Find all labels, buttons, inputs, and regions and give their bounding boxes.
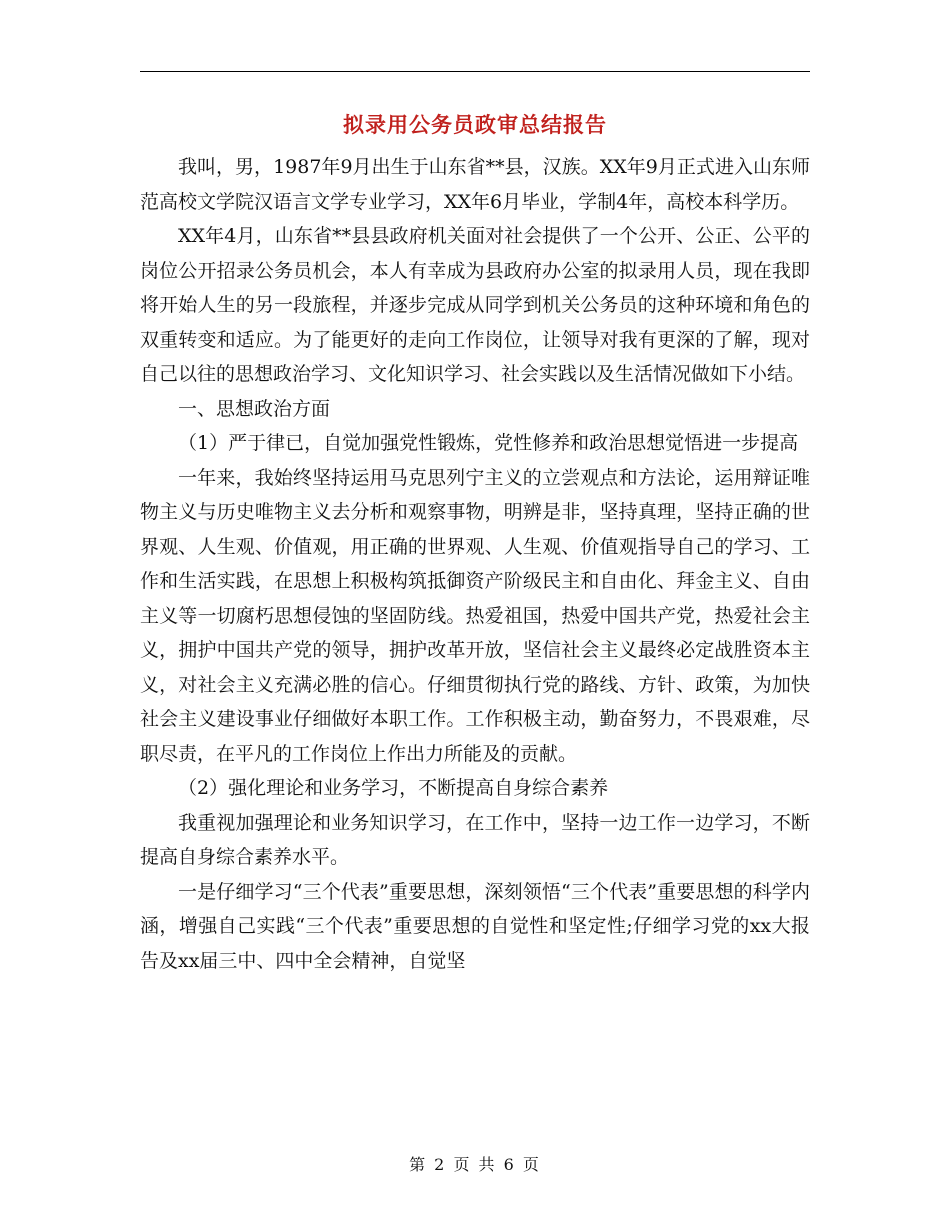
page-number: 第 2 页 共 6 页 [409,1155,541,1174]
paragraph-study: 我重视加强理论和业务知识学习，在工作中，坚持一边工作一边学习，不断提高自身综合素养水平。 [140,811,810,868]
paragraph-three-represents: 一是仔细学习“三个代表”重要思想，深刻领悟“三个代表”重要思想的科学内涵，增强自己实践“三个代表”重要思想的自觉性和坚定性;仔细学习党的xx大报告及xx届三中、四中全会精神，自觉坚 [140,880,810,972]
subheading-2: （2）强化理论和业务学习，不断提高自身综合素养 [178,777,609,799]
header-rule [140,71,810,72]
subheading-1: （1）严于律已，自觉加强党性锻炼，党性修养和政治思想觉悟进一步提高 [178,432,799,454]
paragraph-ideology: 一年来，我始终坚持运用马克思列宁主义的立尝观点和方法论，运用辩证唯物主义与历史唯物主义去分析和观察事物，明辨是非，坚持真理，坚持正确的世界观、人生观、价值观，用正确的世界观、人生观、价值观指导自己的学习、工作和生活实践，在思想上积极构筑抵御资产阶级民主和自由化、拜金主义、自由主义等一切腐朽思想侵蚀的坚固防线。热爱祖国，热爱中国共产党，热爱社会主义，拥护中国共产党的领导，拥护改革开放，坚信社会主义最终必定战胜资本主义，对社会主义充满必胜的信心。仔细贯彻执行党的路线、方针、政策，为加快社会主义建设事业仔细做好本职工作。工作积极主动，勤奋努力，不畏艰难，尽职尽责，在平凡的工作岗位上作出力所能及的贡献。 [140,466,810,765]
paragraph-recruitment: XX年4月，山东省**县县政府机关面对社会提供了一个公开、公正、公平的岗位公开招录公务员机会，本人有幸成为县政府办公室的拟录用人员，现在我即将开始人生的另一段旅程，并逐步完成从同学到机关公务员的这种环境和角色的双重转变和适应。为了能更好的走向工作岗位，让领导对我有更深的了解，现对自己以往的思想政治学习、文化知识学习、社会实践以及生活情况做如下小结。 [140,225,810,385]
document-title: 拟录用公务员政审总结报告 [343,112,607,137]
document-body [140,150,810,978]
paragraph-intro: 我叫，男，1987年9月出生于山东省**县，汉族。XX年9月正式进入山东师范高校文学院汉语言文学专业学习，XX年6月毕业，学制4年，高校本科学历。 [140,156,810,213]
section-heading-ideology: 一、思想政治方面 [178,397,331,420]
